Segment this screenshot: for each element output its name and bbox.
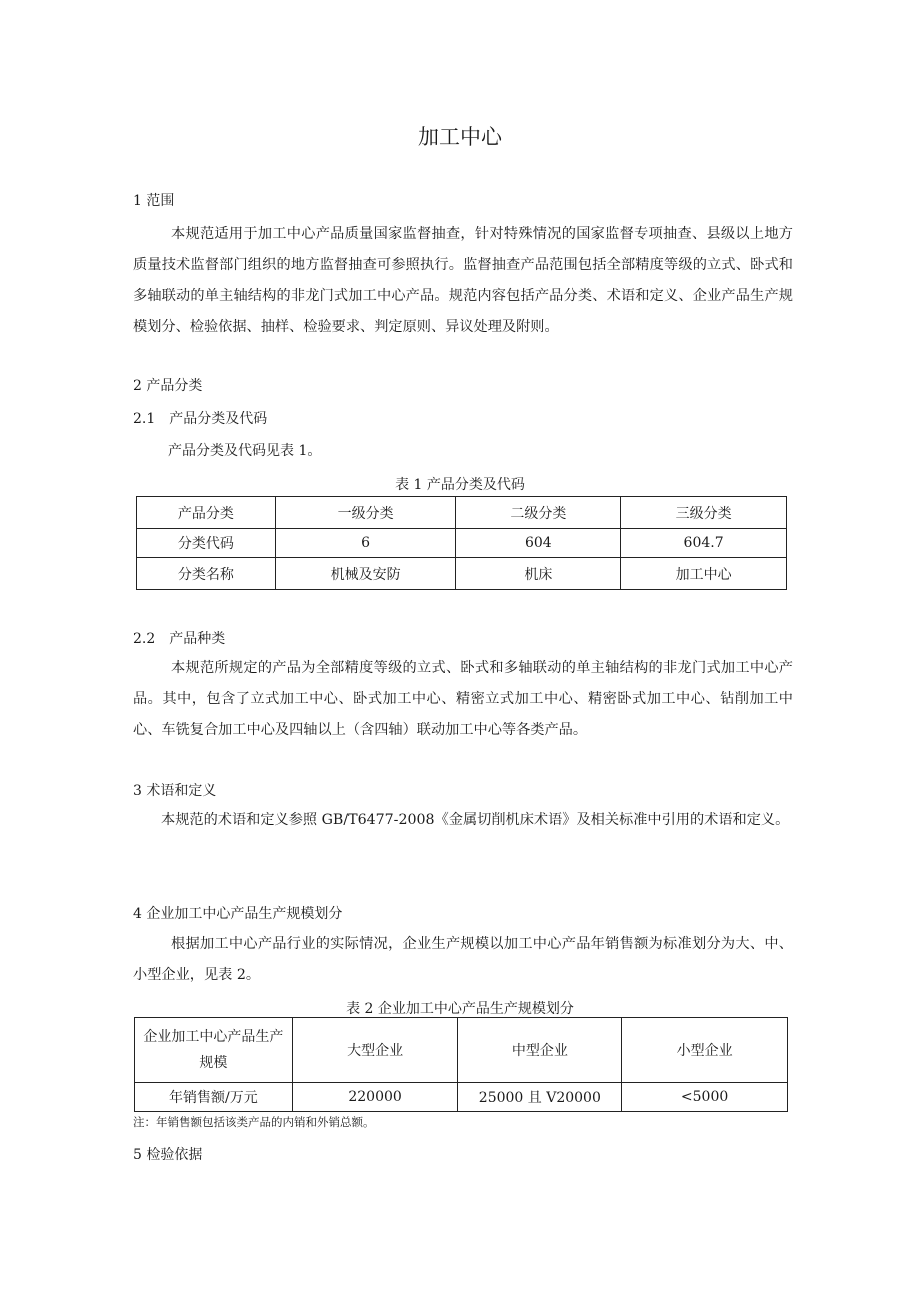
- subsection-2-1-text: 产品分类及代码见表 1。: [168, 443, 322, 459]
- table-1-row: [137, 497, 787, 529]
- table-2-row: [135, 1083, 788, 1112]
- table-1-cell: 二级分类: [456, 497, 621, 529]
- section-3-heading: 3 术语和定义: [133, 783, 217, 799]
- page-title: 加工中心: [418, 125, 502, 149]
- section-3-paragraph: 本规范的术语和定义参照 GB/T6477-2008《金属切削机床术语》及相关标准中引用的术语和定义。: [161, 812, 790, 828]
- subsection-2-1-heading: 2.1 产品分类及代码: [133, 411, 268, 427]
- subsection-2-2-paragraph: 本规范所规定的产品为全部精度等级的立式、卧式和多轴联动的单主轴结构的非龙门式加工中心产品。其中，包含了立式加工中心、卧式加工中心、精密立式加工中心、精密卧式加工中心、钻削加工中心、车铣复合加工中心及四轴以上（含四轴）联动加工中心等各类产品。: [133, 660, 793, 738]
- table-1-cell: 一级分类: [275, 497, 456, 529]
- table-1-cell: 加工中心: [621, 558, 787, 590]
- table-2-cell: 25000 且 V20000: [458, 1083, 622, 1112]
- section-2-heading: 2 产品分类: [133, 378, 203, 394]
- section-4-paragraph: 根据加工中心产品行业的实际情况，企业生产规模以加工中心产品年销售额为标准划分为大、中、小型企业，见表 2。: [133, 936, 793, 983]
- table-1-cell: 604.7: [621, 529, 787, 558]
- table-1-row: [137, 558, 787, 590]
- table-1-cell: 机械及安防: [275, 558, 456, 590]
- table-1-cell: 6: [275, 529, 456, 558]
- section-4-heading: 4 企业加工中心产品生产规模划分: [133, 906, 343, 922]
- table-2-note: 注：年销售额包括该类产品的内销和外销总额。: [133, 1115, 375, 1129]
- table-1-cell: 604: [456, 529, 621, 558]
- table-1-cell: 分类名称: [137, 558, 276, 590]
- table-2-cell: <5000: [622, 1083, 788, 1112]
- table-2-cell: 220000: [292, 1083, 458, 1112]
- table-2-header-cell: 大型企业: [292, 1018, 458, 1083]
- table-1-cell: 分类代码: [137, 529, 276, 558]
- table-1: [136, 496, 787, 590]
- table-2-header-cell: 小型企业: [622, 1018, 788, 1083]
- table-1-cell: 机床: [456, 558, 621, 590]
- table-2-header-row: [135, 1018, 788, 1083]
- table-1-row: [137, 529, 787, 558]
- table-2-cell: 年销售额/万元: [135, 1083, 293, 1112]
- table-1-cell: 产品分类: [137, 497, 276, 529]
- table-2-header-cell: 中型企业: [458, 1018, 622, 1083]
- table-1-cell: 三级分类: [621, 497, 787, 529]
- table-2-header-cell: 企业加工中心产品生产规模: [135, 1018, 293, 1083]
- section-1-paragraph: 本规范适用于加工中心产品质量国家监督抽查，针对特殊情况的国家监督专项抽查、县级以上地方质量技术监督部门组织的地方监督抽查可参照执行。监督抽查产品范围包括全部精度等级的立式、卧式和多轴联动的单主轴结构的非龙门式加工中心产品。规范内容包括产品分类、术语和定义、企业产品生产规模划分、检验依据、抽样、检验要求、判定原则、异议处理及附则。: [133, 226, 793, 335]
- section-1-heading: 1 范围: [133, 193, 175, 209]
- table-2-caption: 表 2 企业加工中心产品生产规模划分: [346, 1001, 574, 1017]
- subsection-2-2-heading: 2.2 产品种类: [133, 631, 226, 647]
- table-1-caption: 表 1 产品分类及代码: [395, 477, 525, 493]
- section-5-heading: 5 检验依据: [133, 1147, 203, 1163]
- table-2: [134, 1017, 788, 1112]
